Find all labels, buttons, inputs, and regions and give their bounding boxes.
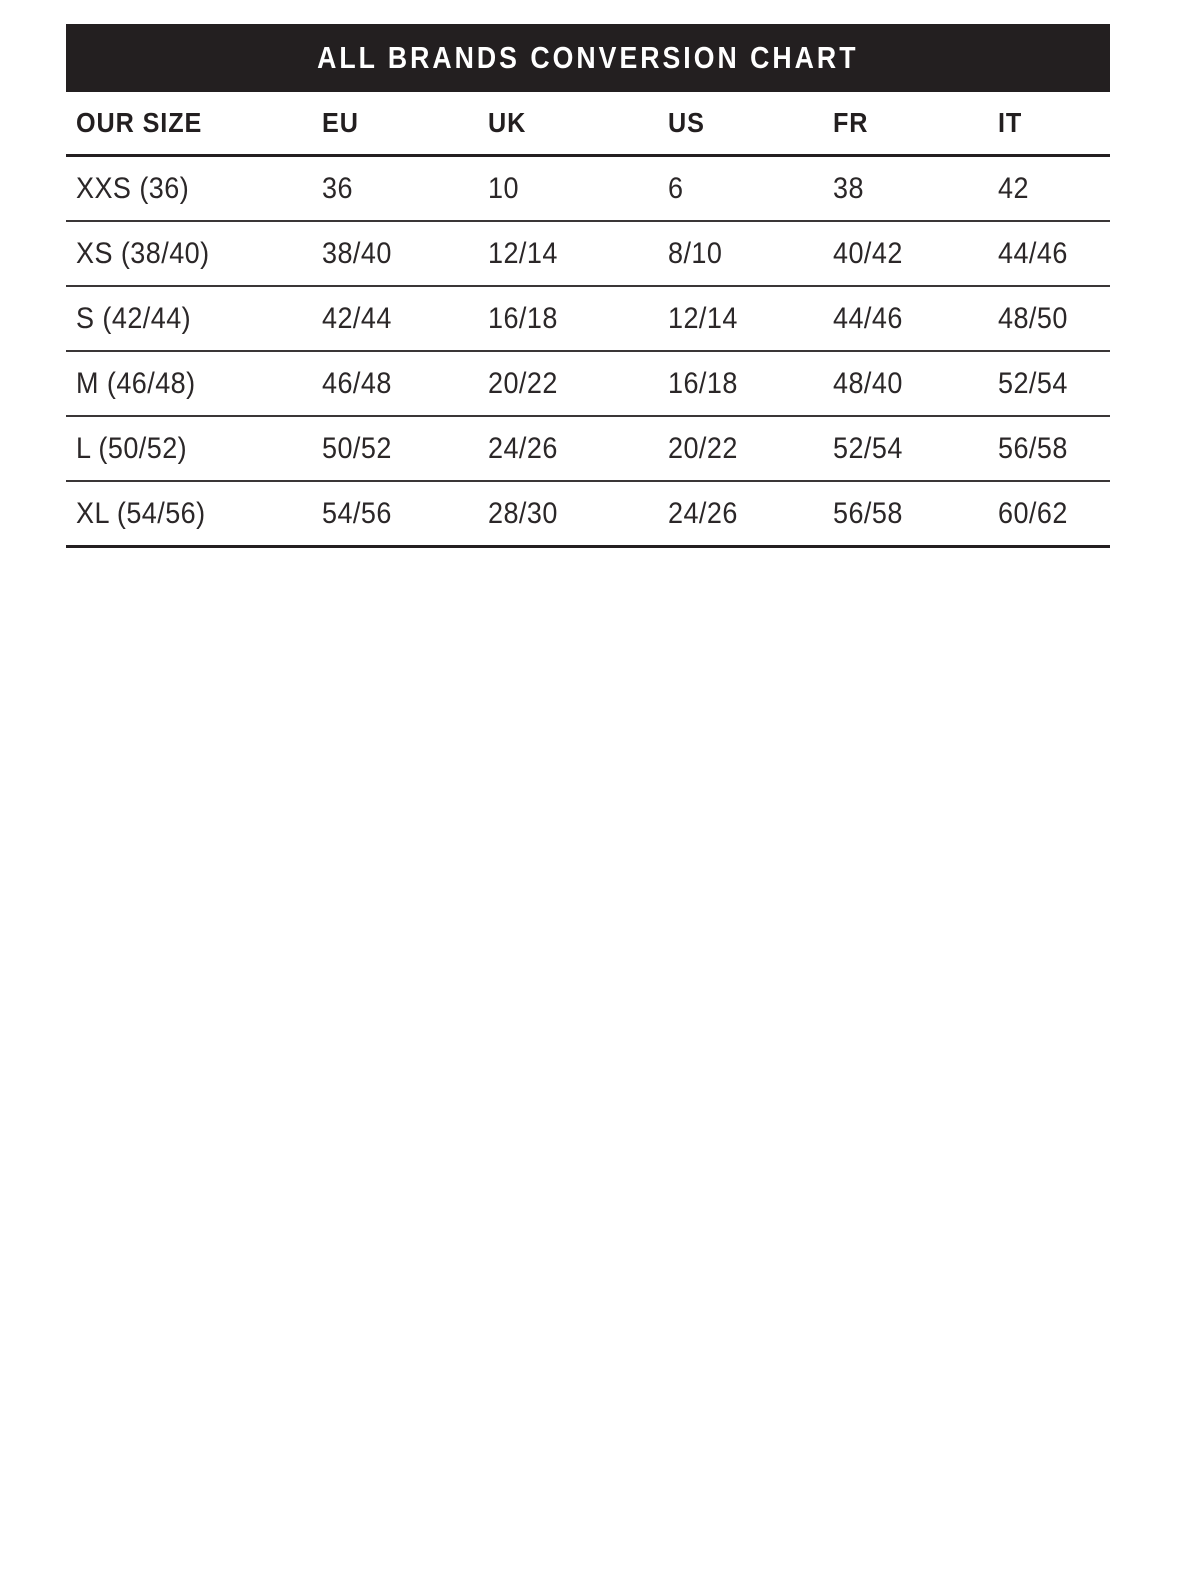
cell-it: 42	[998, 171, 1029, 205]
cell-our-size: M (46/48)	[76, 366, 196, 400]
table-row	[66, 157, 1110, 222]
cell-eu: 42/44	[322, 301, 392, 335]
cell-eu: 50/52	[322, 431, 392, 465]
cell-uk: 12/14	[488, 236, 558, 270]
cell-uk: 24/26	[488, 431, 558, 465]
cell-fr: 40/42	[833, 236, 903, 270]
header-eu: EU	[322, 107, 359, 138]
cell-eu: 38/40	[322, 236, 392, 270]
cell-eu: 54/56	[322, 496, 392, 530]
cell-us: 12/14	[668, 301, 738, 335]
header-fr: FR	[833, 107, 869, 138]
cell-us: 8/10	[668, 236, 723, 270]
table-row	[66, 417, 1110, 482]
header-it: IT	[998, 107, 1023, 138]
cell-us: 20/22	[668, 431, 738, 465]
cell-our-size: XS (38/40)	[76, 236, 210, 270]
table-row	[66, 222, 1110, 287]
cell-it: 56/58	[998, 431, 1068, 465]
cell-us: 16/18	[668, 366, 738, 400]
cell-it: 48/50	[998, 301, 1068, 335]
header-our-size: OUR SIZE	[76, 107, 203, 138]
cell-our-size: XL (54/56)	[76, 496, 206, 530]
cell-our-size: XXS (36)	[76, 171, 190, 205]
cell-fr: 44/46	[833, 301, 903, 335]
cell-our-size: S (42/44)	[76, 301, 192, 335]
cell-fr: 38	[833, 171, 864, 205]
cell-fr: 48/40	[833, 366, 903, 400]
table-row	[66, 287, 1110, 352]
size-conversion-chart	[66, 24, 1110, 548]
table-header-row	[66, 92, 1110, 157]
table-row	[66, 482, 1110, 548]
cell-us: 6	[668, 171, 684, 205]
cell-eu: 46/48	[322, 366, 392, 400]
cell-uk: 28/30	[488, 496, 558, 530]
cell-fr: 52/54	[833, 431, 903, 465]
table-row	[66, 352, 1110, 417]
chart-title-bar	[66, 24, 1110, 92]
cell-fr: 56/58	[833, 496, 903, 530]
cell-it: 44/46	[998, 236, 1068, 270]
cell-eu: 36	[322, 171, 353, 205]
cell-uk: 16/18	[488, 301, 558, 335]
header-uk: UK	[488, 107, 527, 138]
cell-it: 60/62	[998, 496, 1068, 530]
header-us: US	[668, 107, 705, 138]
cell-us: 24/26	[668, 496, 738, 530]
cell-uk: 10	[488, 171, 519, 205]
cell-uk: 20/22	[488, 366, 558, 400]
chart-title: ALL BRANDS CONVERSION CHART	[317, 40, 859, 75]
cell-it: 52/54	[998, 366, 1068, 400]
cell-our-size: L (50/52)	[76, 431, 188, 465]
